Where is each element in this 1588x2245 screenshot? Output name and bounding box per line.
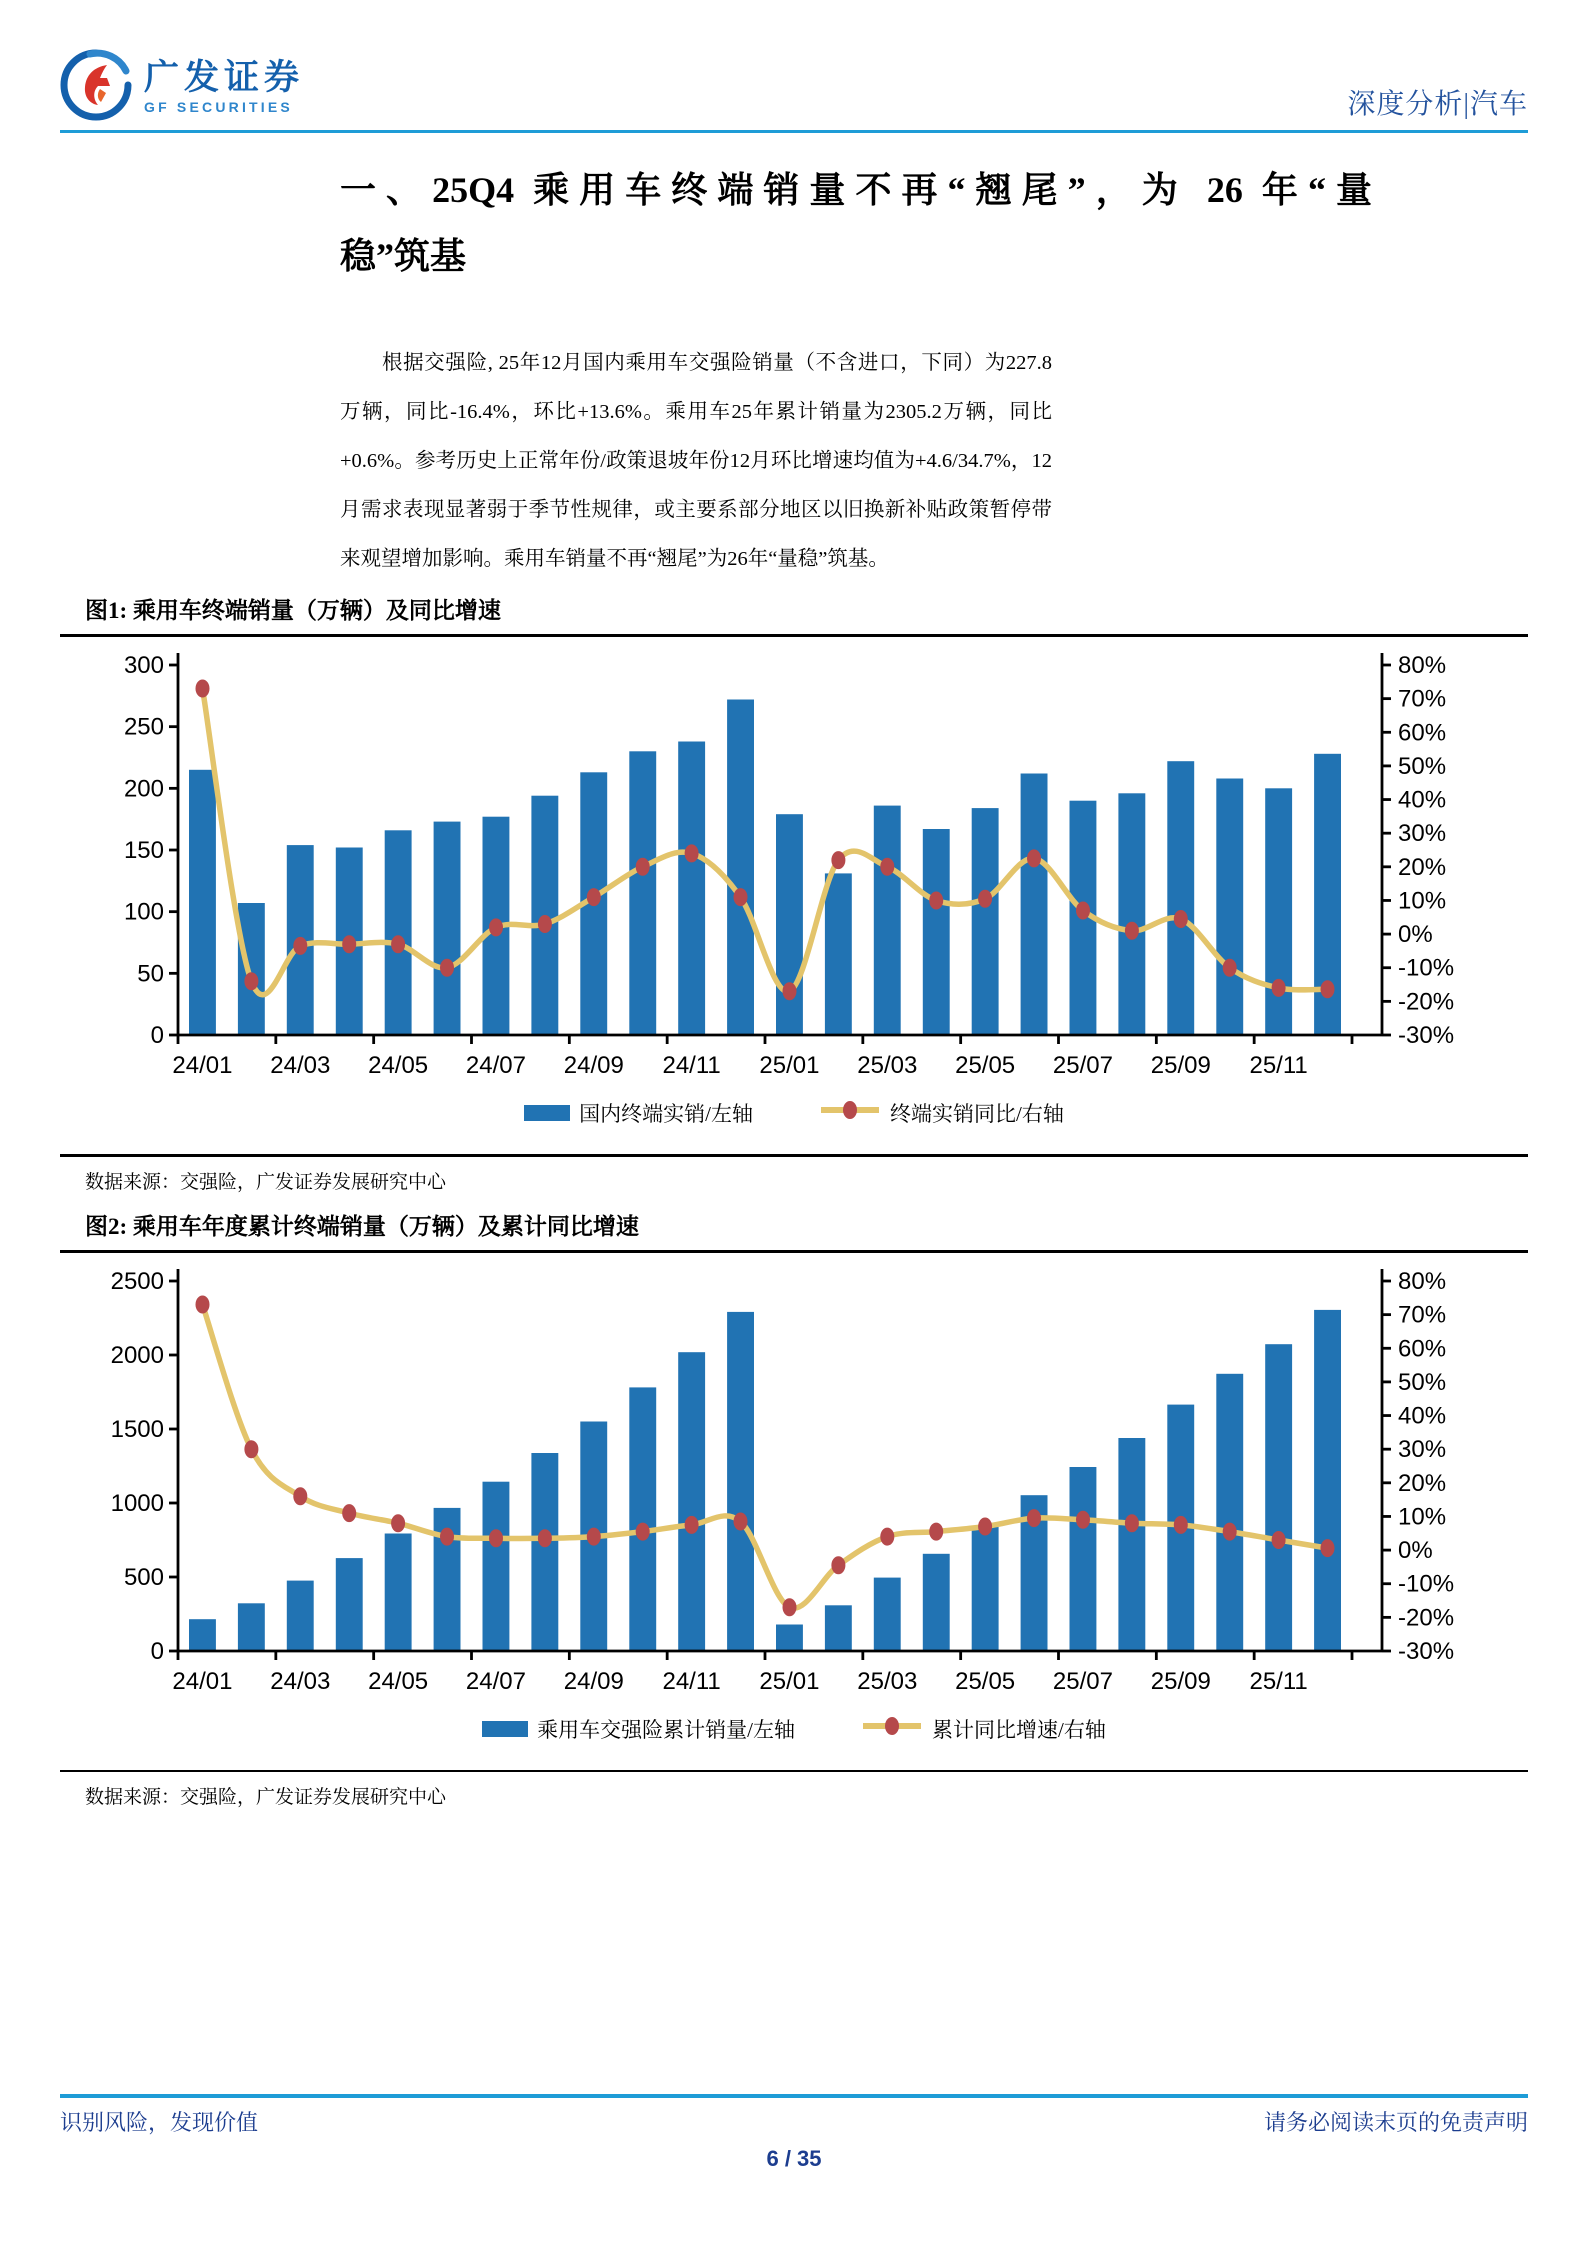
svg-text:24/11: 24/11 xyxy=(662,1667,721,1695)
line-dot-swatch-icon xyxy=(861,1716,923,1742)
svg-text:-30%: -30% xyxy=(1398,1637,1455,1665)
chart2-svg xyxy=(60,1255,1528,1707)
figure1-legend-line-label: 终端实销同比/右轴 xyxy=(890,1102,1064,1126)
footer-row xyxy=(60,2106,1528,2137)
footer-divider xyxy=(60,2094,1528,2098)
figure1-source: 数据来源：交强险，广发证券发展研究中心 xyxy=(85,1171,447,1193)
svg-text:25/01: 25/01 xyxy=(759,1667,820,1695)
bar-swatch-icon xyxy=(524,1105,570,1121)
line-series xyxy=(203,1304,1328,1608)
svg-text:-10%: -10% xyxy=(1398,1570,1455,1598)
svg-text:500: 500 xyxy=(123,1563,164,1591)
svg-text:60%: 60% xyxy=(1398,719,1447,747)
svg-text:0: 0 xyxy=(150,1637,164,1665)
figure2-caption: 图2: 乘用车年度累计终端销量（万辆）及累计同比增速 xyxy=(85,1213,639,1239)
svg-text:-10%: -10% xyxy=(1398,954,1455,982)
figure2-legend-bars xyxy=(482,1714,795,1744)
svg-text:50%: 50% xyxy=(1398,752,1447,780)
bars-series xyxy=(189,700,1341,1036)
line-series xyxy=(203,689,1328,995)
svg-text:60%: 60% xyxy=(1398,1334,1447,1362)
section-title-line2: 稳”筑基 xyxy=(340,236,467,276)
gf-logo-cn: 广发证券 xyxy=(144,58,305,98)
svg-text:0%: 0% xyxy=(1398,1536,1433,1564)
svg-text:0%: 0% xyxy=(1398,921,1433,949)
svg-text:25/11: 25/11 xyxy=(1249,1052,1308,1079)
svg-text:25/11: 25/11 xyxy=(1249,1667,1308,1695)
figure1-bottom-rule xyxy=(60,1154,1528,1157)
svg-text:10%: 10% xyxy=(1398,887,1447,915)
svg-text:25/09: 25/09 xyxy=(1150,1052,1211,1079)
figure1-legend-line xyxy=(819,1098,1064,1128)
report-category-label: 深度分析|汽车 xyxy=(1347,89,1528,120)
svg-text:80%: 80% xyxy=(1398,1267,1447,1295)
figure2-section xyxy=(60,1208,1528,1810)
figure1-legend-bars-label: 国内终端实销/左轴 xyxy=(579,1102,753,1126)
figure2-source: 数据来源：交强险，广发证券发展研究中心 xyxy=(85,1787,447,1808)
svg-text:25/05: 25/05 xyxy=(955,1667,1016,1695)
svg-text:30%: 30% xyxy=(1398,820,1447,848)
body-paragraph: 根据交强险, 25年12月国内乘用车交强险销量（不含进口，下同）为227.8万辆，同比-16.4%，环比+13.6%。乘用车25年累计销量为2305.2万辆，同比+0.6%。参考历史上正常年份/政策退坡年份12月环比增速均值为+4.6/34.7%，12月需求表现显著弱于季节性规律，或主要系部分地区以旧换新补贴政策暂停带来观望增加影响。乘用车销量不再“翘尾”为26年“量稳”筑基。 xyxy=(340,352,1052,570)
svg-text:24/05: 24/05 xyxy=(368,1052,429,1079)
figure1-chart-canvas xyxy=(60,639,1528,1096)
figure2-top-rule xyxy=(60,1250,1528,1253)
svg-text:24/11: 24/11 xyxy=(662,1052,721,1079)
svg-text:1500: 1500 xyxy=(110,1415,164,1443)
svg-text:300: 300 xyxy=(123,652,164,679)
section-title xyxy=(340,157,1372,289)
svg-text:2000: 2000 xyxy=(110,1341,164,1369)
figure2-legend-line-label: 累计同比增速/右轴 xyxy=(932,1717,1106,1742)
svg-text:24/09: 24/09 xyxy=(563,1052,624,1079)
gf-logo xyxy=(60,49,304,126)
header-divider xyxy=(60,130,1528,133)
svg-text:24/07: 24/07 xyxy=(465,1667,526,1695)
svg-text:40%: 40% xyxy=(1398,786,1447,814)
chart1-svg xyxy=(60,639,1528,1091)
svg-text:24/05: 24/05 xyxy=(368,1667,429,1695)
svg-text:50: 50 xyxy=(137,960,164,988)
svg-text:25/01: 25/01 xyxy=(759,1052,820,1079)
svg-text:24/01: 24/01 xyxy=(172,1667,233,1695)
figure2-legend-line xyxy=(861,1714,1106,1744)
footer-slogan: 识别风险，发现价值 xyxy=(60,2110,259,2135)
figure2-legend xyxy=(60,1714,1528,1744)
svg-text:25/09: 25/09 xyxy=(1150,1667,1211,1695)
svg-text:20%: 20% xyxy=(1398,853,1447,881)
svg-text:25/07: 25/07 xyxy=(1052,1667,1113,1695)
svg-text:30%: 30% xyxy=(1398,1435,1447,1463)
figure1-section xyxy=(60,592,1528,1194)
svg-text:0: 0 xyxy=(150,1022,164,1049)
svg-text:-20%: -20% xyxy=(1398,1603,1455,1631)
gf-logo-en: GF SECURITIES xyxy=(144,99,293,116)
figure1-legend-bars xyxy=(524,1098,753,1128)
figure1-caption: 图1: 乘用车终端销量（万辆）及同比增速 xyxy=(85,598,501,623)
svg-text:250: 250 xyxy=(123,713,164,741)
svg-text:150: 150 xyxy=(123,837,164,864)
bars-series xyxy=(189,1309,1341,1650)
svg-text:25/03: 25/03 xyxy=(857,1667,918,1695)
line-dot-swatch-icon xyxy=(819,1100,881,1126)
footer-disclaimer-note: 请务必阅读末页的免责声明 xyxy=(1263,2110,1528,2135)
svg-text:200: 200 xyxy=(123,775,164,803)
figure2-bottom-rule xyxy=(60,1770,1528,1773)
svg-text:24/03: 24/03 xyxy=(270,1052,331,1079)
svg-text:10%: 10% xyxy=(1398,1502,1447,1530)
gf-logo-text xyxy=(144,60,304,114)
svg-text:25/07: 25/07 xyxy=(1052,1052,1113,1079)
svg-text:25/05: 25/05 xyxy=(955,1052,1016,1079)
svg-text:2500: 2500 xyxy=(110,1267,164,1295)
svg-text:20%: 20% xyxy=(1398,1469,1447,1497)
gf-logo-icon xyxy=(60,49,132,126)
svg-text:40%: 40% xyxy=(1398,1402,1447,1430)
svg-text:50%: 50% xyxy=(1398,1368,1447,1396)
svg-text:100: 100 xyxy=(123,898,164,926)
svg-text:24/07: 24/07 xyxy=(465,1052,526,1079)
figure1-top-rule xyxy=(60,634,1528,637)
page-header xyxy=(60,28,1528,126)
bar-swatch-icon xyxy=(482,1721,528,1737)
svg-text:1000: 1000 xyxy=(110,1489,164,1517)
section-title-line1: 一、25Q4 乘用车终端销量不再“翘尾”，为 26 年“量 xyxy=(340,170,1372,210)
svg-text:25/03: 25/03 xyxy=(857,1052,918,1079)
svg-text:24/03: 24/03 xyxy=(270,1667,331,1695)
svg-text:80%: 80% xyxy=(1398,652,1447,679)
figure1-legend xyxy=(60,1098,1528,1128)
svg-text:70%: 70% xyxy=(1398,1301,1447,1329)
svg-text:-30%: -30% xyxy=(1398,1022,1455,1049)
svg-text:24/09: 24/09 xyxy=(563,1667,624,1695)
figure2-chart-canvas xyxy=(60,1255,1528,1712)
svg-text:70%: 70% xyxy=(1398,685,1447,713)
svg-text:-20%: -20% xyxy=(1398,988,1455,1016)
svg-text:24/01: 24/01 xyxy=(172,1052,233,1079)
page-number: 6 / 35 xyxy=(766,2146,822,2171)
figure2-legend-bars-label: 乘用车交强险累计销量/左轴 xyxy=(537,1717,795,1742)
